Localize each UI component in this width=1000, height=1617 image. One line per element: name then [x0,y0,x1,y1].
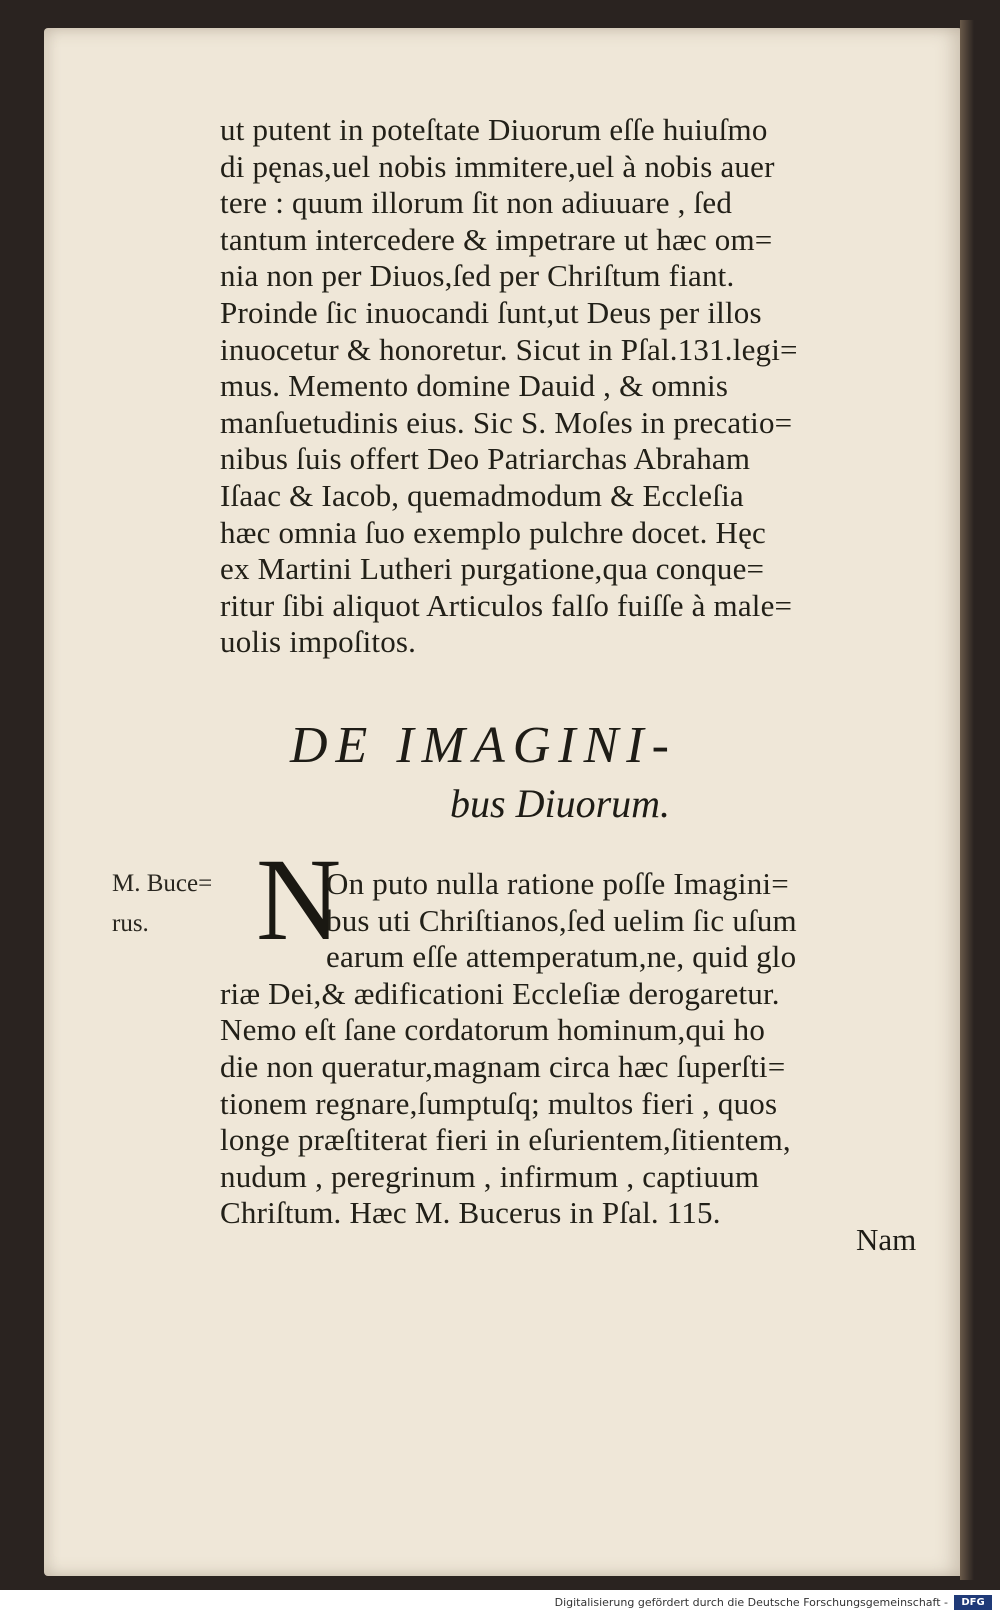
footer-bar [0,1590,1000,1617]
text-line: Chriſtum. Hæc M. Bucerus in Pſal. 115. [220,1195,721,1231]
text-line: nudum , peregrinum , infirmum , captiuum [220,1158,760,1194]
text-line: ut putent in poteſtate Diuorum eſſe huiuſmo [220,112,768,147]
text-line: tionem regnare,ſumptuſq; multos fieri , quos [220,1085,778,1121]
margin-note [112,864,212,944]
text-line: earum eſſe attemperatum,ne, quid glo [326,939,797,975]
text-line: mus. Memento domine Dauid , & omnis [220,368,729,404]
text-line: die non queratur,magnam circa hæc ſuperſti= [220,1048,786,1084]
text-line: Nemo eſt ſane cordatorum hominum,qui ho [220,1012,766,1048]
text-line: longe præſtiterat fieri in eſurientem,ſitientem, [220,1122,791,1158]
drop-capital: N [256,834,342,965]
book-spine [960,20,974,1580]
text-line: riæ Dei,& ædificationi Eccleſiæ derogaretur. [220,975,780,1011]
second-paragraph [220,866,940,1232]
text-line: hæc omnia ſuo exemplo pulchre docet. Hęc [220,514,767,550]
text-line: di pęnas,uel nobis immitere,uel à nobis auer [220,148,775,184]
margin-note-line: rus. [112,910,149,937]
section-heading: DE IMAGINI- [290,717,677,774]
margin-note-line: M. Buce= [112,870,213,897]
text-line: nibus ſuis offert Deo Patriarchas Abraham [220,441,751,477]
section-subheading: bus Diuorum. [450,781,671,826]
text-line: uolis impoſitos. [220,624,417,660]
text-line: Proinde ſic inuocandi ſunt,ut Deus per illos [220,294,762,330]
text-line: Iſaac & Iacob, quemadmodum & Eccleſia [220,477,744,513]
text-line: bus uti Chriſtianos,ſed uelim ſic uſum [326,902,797,938]
text-line: tere : quum illorum ſit non adiuuare , ſed [220,185,733,221]
footer-credit: Digitalisierung gefördert durch die Deutsche Forschungsgemeinschaft - [554,1596,948,1609]
text-line: ritur ſibi aliquot Articulos falſo fuiſſe à male= [220,587,793,623]
text-line: inuocetur & honoretur. Sicut in Pſal.131.legi= [220,331,798,367]
text-line: On puto nulla ratione poſſe Imagini= [326,866,789,901]
text-line: manſuetudinis eius. Sic S. Moſes in precatio= [220,404,793,440]
text-line: ex Martini Lutheri purgatione,qua conque= [220,551,765,587]
body-text [220,112,940,661]
dfg-logo: DFG [954,1595,992,1610]
text-line: tantum intercedere & impetrare ut hæc om= [220,221,773,257]
text-line: nia non per Diuos,ſed per Chriſtum fiant. [220,258,735,294]
catchword: Nam [856,1222,917,1257]
